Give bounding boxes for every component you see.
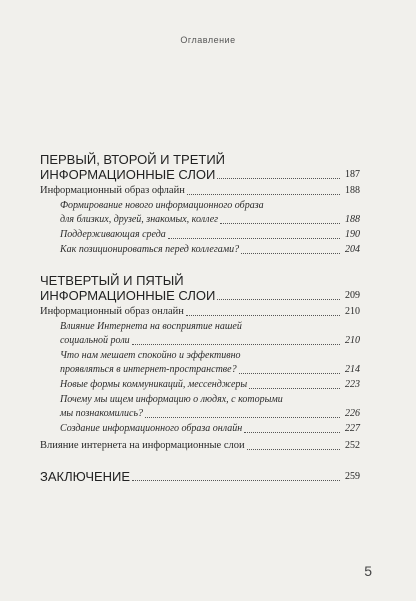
page-ref: 259 xyxy=(345,471,360,482)
section-title xyxy=(40,152,360,182)
subentry-line: проявляться в интернет-пространстве? xyxy=(60,364,237,375)
subentry-line: для близких, друзей, знакомых, коллег xyxy=(60,214,219,225)
page-ref: 210 xyxy=(345,306,360,317)
page-ref: 214 xyxy=(345,364,360,375)
page-ref: 190 xyxy=(345,229,360,240)
page-number: 5 xyxy=(364,563,372,579)
toc-subentry xyxy=(40,422,360,436)
toc-subentry xyxy=(40,378,360,392)
section-title-line: ПЕРВЫЙ, ВТОРОЙ И ТРЕТИЙ xyxy=(40,152,226,167)
page-ref: 204 xyxy=(345,244,360,255)
subentry-line: мы познакомились? xyxy=(60,408,144,419)
dot-leader xyxy=(239,373,340,374)
toc-subentry xyxy=(40,228,360,242)
dot-leader xyxy=(132,480,340,481)
subentry-line: Формирование нового информационного образа xyxy=(60,200,264,211)
page-ref: 252 xyxy=(345,440,360,451)
dot-leader xyxy=(217,299,340,300)
subentry-line: Новые формы коммуникаций, мессенджеры xyxy=(60,379,248,390)
section-title-line: ИНФОРМАЦИОННЫЕ СЛОИ xyxy=(40,167,216,182)
dot-leader xyxy=(168,238,340,239)
subentry-line: Поддерживающая среда xyxy=(60,229,166,240)
subentry-line: Влияние Интернета на восприятие нашей xyxy=(60,321,242,332)
section-title-line: ЧЕТВЕРТЫЙ И ПЯТЫЙ xyxy=(40,273,184,288)
dot-leader xyxy=(244,432,340,433)
section-title-line: ИНФОРМАЦИОННЫЕ СЛОИ xyxy=(40,288,216,303)
dot-leader xyxy=(186,315,340,316)
running-header: Оглавление xyxy=(180,35,236,45)
toc-subentry xyxy=(40,243,360,257)
toc-entry xyxy=(40,305,360,319)
entry-title: Влияние интернета на информационные слои xyxy=(40,440,245,451)
toc-subentry xyxy=(40,393,360,421)
toc-subentry xyxy=(40,320,360,348)
page-ref: 188 xyxy=(345,214,360,225)
dot-leader xyxy=(145,417,340,418)
section-title-line: ЗАКЛЮЧЕНИЕ xyxy=(40,469,131,484)
dot-leader xyxy=(220,223,340,224)
table-of-contents xyxy=(40,152,360,494)
subentry-line: социальной роли xyxy=(60,335,130,346)
toc-section xyxy=(40,469,360,484)
subentry-line: Как позиционироваться перед коллегами? xyxy=(60,244,240,255)
dot-leader xyxy=(247,449,340,450)
page-ref: 227 xyxy=(345,423,360,434)
section-title xyxy=(40,469,360,484)
toc-subentry xyxy=(40,199,360,227)
dot-leader xyxy=(187,194,340,195)
subentry-line: Почему мы ищем информацию о людях, с которыми xyxy=(60,394,283,405)
page-ref: 210 xyxy=(345,335,360,346)
section-title xyxy=(40,273,360,303)
page-ref: 187 xyxy=(345,169,360,180)
subentry-line: Создание информационного образа онлайн xyxy=(60,423,243,434)
entry-title: Информационный образ офлайн xyxy=(40,185,185,196)
toc-entry xyxy=(40,184,360,198)
page-ref: 226 xyxy=(345,408,360,419)
page-ref: 223 xyxy=(345,379,360,390)
toc-section xyxy=(40,273,360,453)
toc-subentry xyxy=(40,349,360,377)
toc-entry xyxy=(40,439,360,453)
dot-leader xyxy=(132,344,340,345)
dot-leader xyxy=(241,253,340,254)
page-ref: 209 xyxy=(345,290,360,301)
dot-leader xyxy=(217,178,340,179)
page-ref: 188 xyxy=(345,185,360,196)
dot-leader xyxy=(249,388,340,389)
toc-section xyxy=(40,152,360,257)
subentry-line: Что нам мешает спокойно и эффективно xyxy=(60,350,241,361)
entry-title: Информационный образ онлайн xyxy=(40,306,184,317)
